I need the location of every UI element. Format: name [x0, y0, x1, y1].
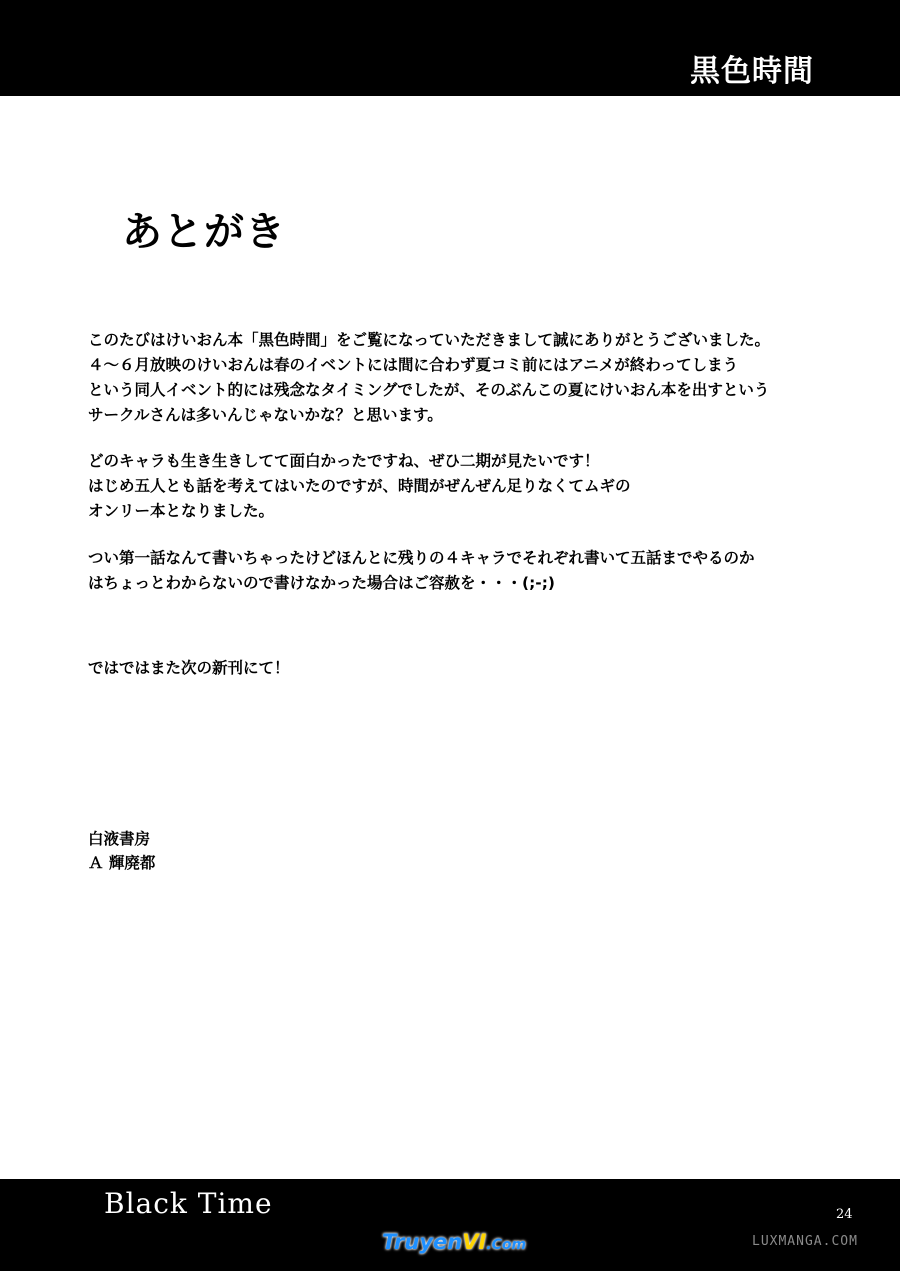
- text-line: はちょっとわからないので書けなかった場合はご容赦を・・・(;-;): [88, 574, 556, 592]
- watermark-part: .Com: [486, 1237, 527, 1253]
- text-line: はじめ五人とも話を考えてはいたのですが、時間がぜんぜん足りなくてムギの: [88, 477, 631, 495]
- footer-title: Black Time: [104, 1187, 273, 1220]
- text-line: つい第一話なんて書いちゃったけどほんとに残りの４キャラでそれぞれ書いて五話までやるのか: [88, 549, 755, 567]
- paragraph-4: [88, 656, 808, 681]
- author-name: Ａ 輝廃都: [88, 854, 156, 872]
- book-title: 黒色時間: [690, 54, 814, 89]
- signature: [88, 827, 808, 875]
- luxmanga-watermark: LUXMANGA.COM: [752, 1234, 858, 1249]
- paragraph-2: [88, 449, 808, 524]
- paragraph-1: [88, 328, 808, 428]
- text-line: このたびはけいおん本「黒色時間」をご覧になっていただきまして誠にありがとうございました。: [88, 331, 771, 349]
- watermark-part: VI: [462, 1230, 487, 1254]
- circle-name: 白液書房: [88, 830, 151, 848]
- text-line: どのキャラも生き生きしてて面白かったですね、ぜひ二期が見たいです！: [88, 452, 600, 470]
- page-number: 24: [836, 1207, 853, 1222]
- text-line: ４～６月放映のけいおんは春のイベントには間に合わず夏コミ前にはアニメが終わってしまう: [88, 356, 739, 374]
- text-line: という同人イベント的には残念なタイミングでしたが、そのぶんこの夏にけいおん本を出すという: [88, 381, 770, 399]
- text-line: サークルさんは多いんじゃないかな？と思います。: [88, 406, 443, 424]
- watermark-part: Truyen: [382, 1230, 463, 1254]
- text-line: オンリー本となりました。: [88, 502, 275, 520]
- truyenvi-watermark: [382, 1230, 526, 1254]
- afterword-heading: あとがき: [122, 209, 286, 255]
- paragraph-3: [88, 546, 808, 596]
- text-line: ではではまた次の新刊にて！: [88, 659, 290, 677]
